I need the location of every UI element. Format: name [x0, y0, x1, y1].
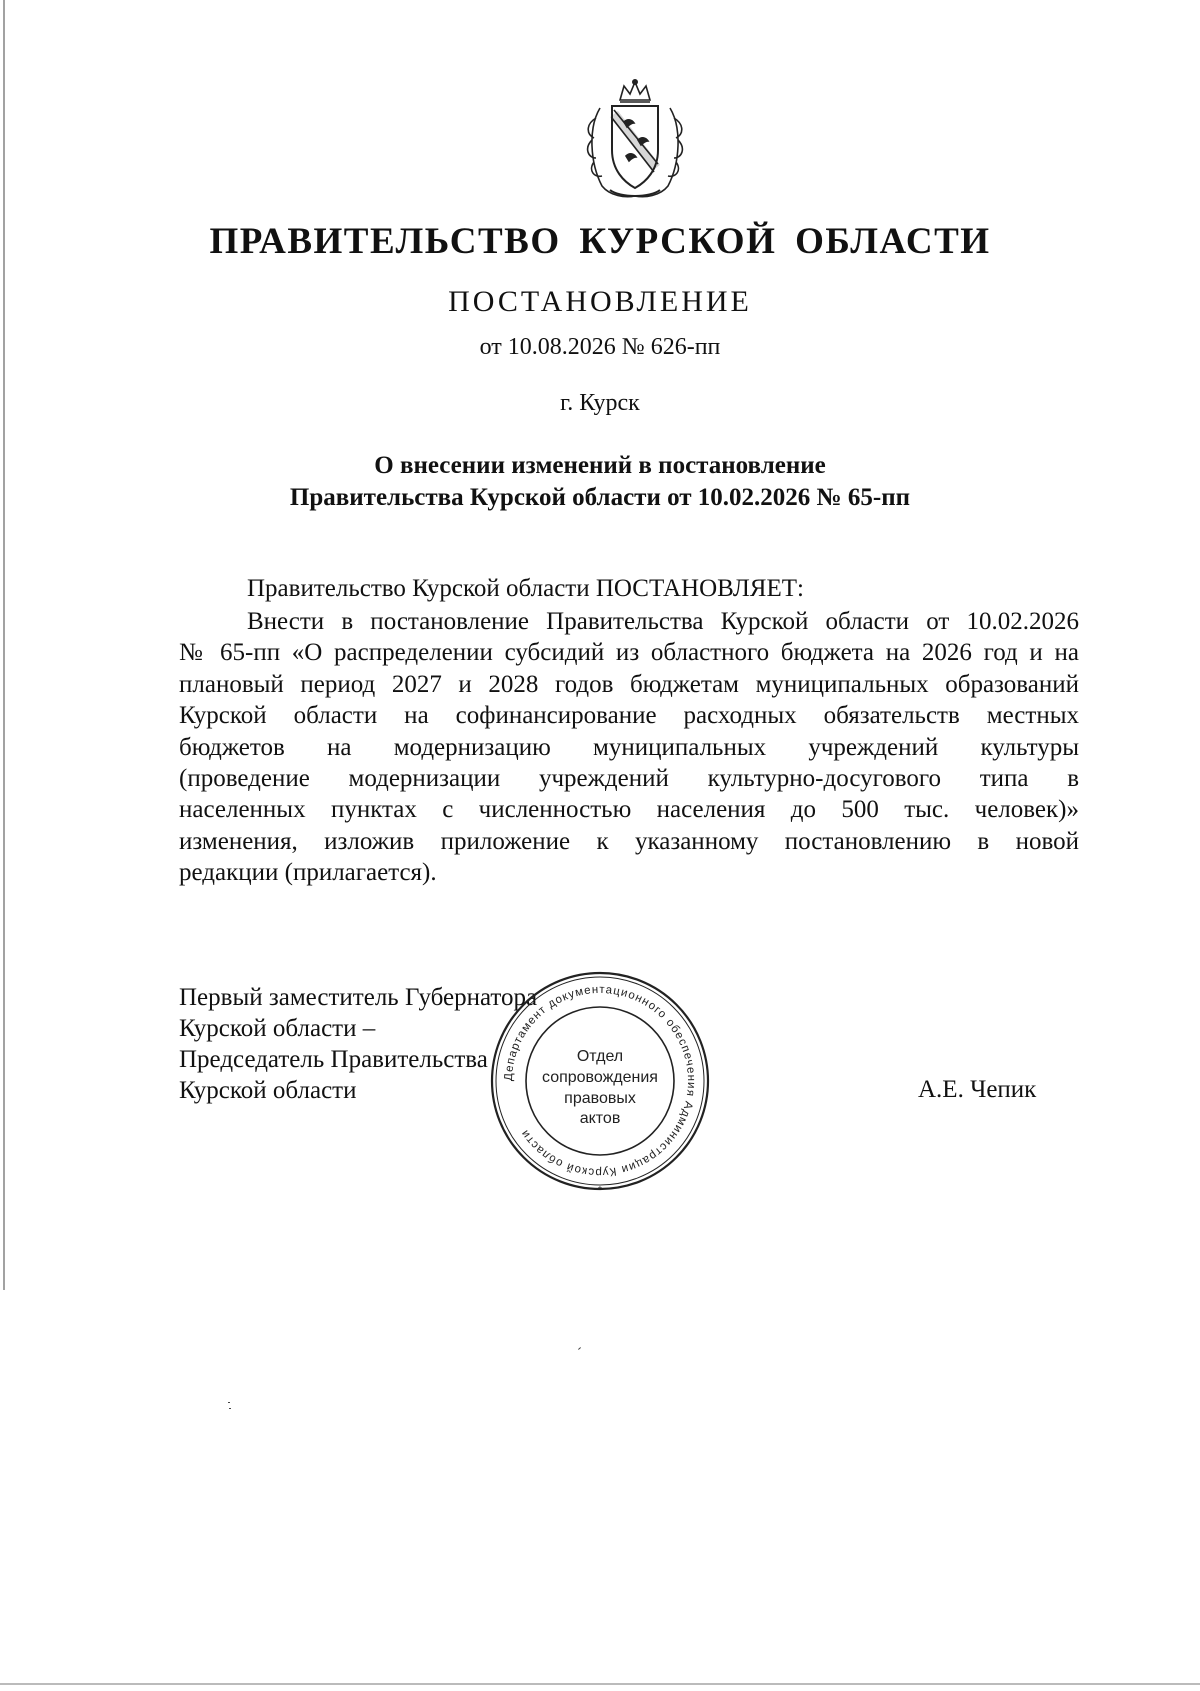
body-line: № 65-пп «О распределении субсидий из областного бюджета на 2026 год и на — [179, 639, 1079, 667]
scan-edge-bottom — [0, 1683, 1200, 1685]
document-number-date: от 10.08.2026 № 626-пп — [479, 334, 721, 360]
scan-speck — [229, 1408, 231, 1409]
scan-edge-left — [3, 0, 5, 1290]
signatory-position-line: Курской области — [179, 1077, 357, 1104]
signatory-name: А.Е. Чепик — [918, 1076, 1037, 1103]
organization-title: ПРАВИТЕЛЬСТВО КУРСКОЙ ОБЛАСТИ — [209, 221, 991, 262]
document-subject — [0, 450, 1200, 514]
official-stamp — [484, 965, 716, 1197]
body-line: изменения, изложив приложение к указанному постановлению в новой — [179, 827, 1079, 855]
coat-of-arms-icon — [580, 78, 690, 203]
stamp-center-line: актов — [579, 1110, 621, 1127]
body-paragraph — [179, 606, 1079, 889]
scan-speck — [228, 1402, 230, 1403]
stamp-center-line: Отдел — [576, 1048, 624, 1065]
scan-speck — [578, 1347, 581, 1350]
body-line: Внести в постановление Правительства Курской области от 10.02.2026 — [247, 608, 1079, 635]
body-line: (проведение модернизации учреждений культурно-досугового типа в — [179, 764, 1079, 792]
stamp-center-line: правовых — [564, 1090, 636, 1107]
body-line: Курской области на софинансирование расходных обязательств местных — [179, 702, 1079, 730]
signatory-position-line: Первый заместитель Губернатора — [179, 984, 538, 1011]
signatory-position-line: Председатель Правительства — [179, 1046, 488, 1073]
signatory-position-line: Курской области – — [179, 1015, 376, 1042]
body-line: бюджетов на модернизацию муниципальных учреждений культуры — [179, 733, 1079, 761]
stamp-star-icon: * — [598, 1185, 602, 1196]
preamble: Правительство Курской области ПОСТАНОВЛЯЕТ: — [247, 575, 804, 602]
document-type: ПОСТАНОВЛЕНИЕ — [448, 285, 752, 318]
stamp-ring-textpath: Департамент документационного обеспечения Администрации Курской области — [502, 983, 698, 1179]
body-line: населенных пунктах с численностью населения до 500 тыс. человек)» — [179, 796, 1079, 824]
stamp-center-line: сопровождения — [542, 1069, 658, 1086]
subject-line: О внесении изменений в постановление — [374, 452, 826, 479]
body-line: плановый период 2027 и 2028 годов бюджетам муниципальных образований — [179, 670, 1079, 698]
subject-line: Правительства Курской области от 10.02.2026 № 65-пп — [289, 484, 911, 511]
document-city: г. Курск — [560, 390, 640, 416]
body-line: редакции (прилагается). — [179, 859, 437, 887]
